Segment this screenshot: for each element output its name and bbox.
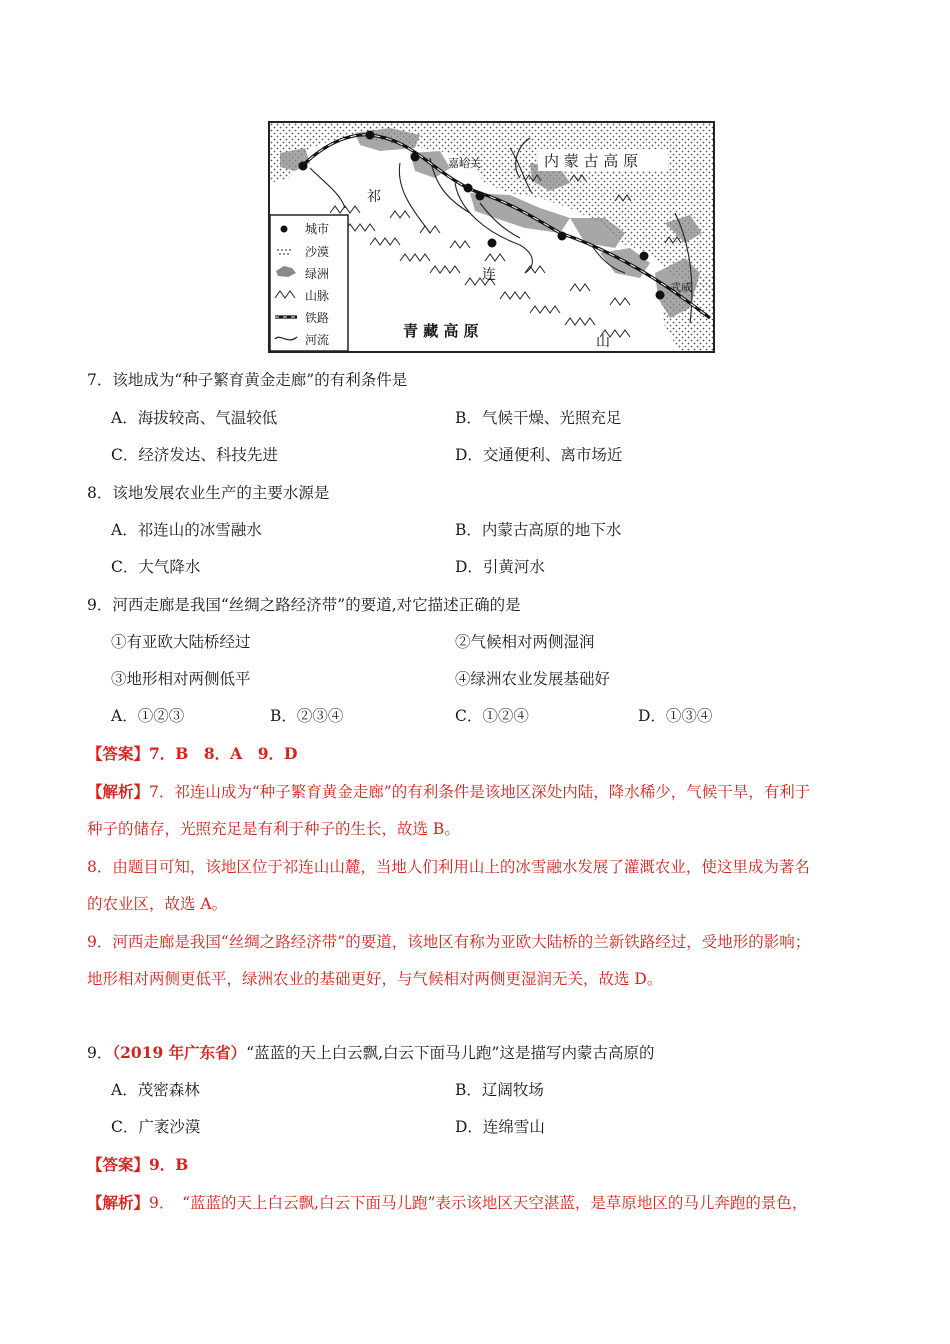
analysis-line-6: 地形相对两侧更低平，绿洲农业的基础更好，与气候相对两侧更湿润无关，故选 D。 xyxy=(87,970,663,988)
analysis-block-2 xyxy=(87,1193,807,1213)
label-tibet-plateau: 青 藏 高 原 xyxy=(403,322,479,340)
question-7-option-d: D．交通便利、离市场近 xyxy=(455,446,623,464)
question-7-option-a: A．海拔较高、气温较低 xyxy=(111,409,278,427)
legend-label-oasis: 绿洲 xyxy=(305,267,330,281)
question-8-option-a: A．祁连山的冰雪融水 xyxy=(111,521,262,539)
legend-label-desert: 沙漠 xyxy=(305,245,330,259)
question-7-option-c: C．经济发达、科技先进 xyxy=(111,446,278,464)
label-jiayuguan: 嘉峪关 xyxy=(448,157,481,170)
analysis-text: 7．祁连山成为“种子繁育黄金走廊”的有利条件是该地区深处内陆，降水稀少，气候干旱，有利于 xyxy=(149,783,811,801)
question-source: （2019 年广东省） xyxy=(112,1043,247,1062)
legend-label-city: 城市 xyxy=(305,222,330,236)
analysis-line-1 xyxy=(87,782,810,802)
analysis-line-3: 8．由题目可知，该地区位于祁连山山麓，当地人们利用山上的冰雪融水发展了灌溉农业，使这里成为著名 xyxy=(87,858,810,876)
map-legend xyxy=(270,215,348,351)
analysis-text: 9． “蓝蓝的天上白云飘,白云下面马儿跑”表示该地区天空湛蓝，是草原地区的马儿奔跑的景色， xyxy=(149,1194,808,1212)
answer-block-1 xyxy=(87,744,297,764)
question-9-option-d: D．①③④ xyxy=(638,707,713,725)
question-7-stem: 7．该地成为“种子繁育黄金走廊”的有利条件是 xyxy=(87,371,408,389)
question-text: “蓝蓝的天上白云飘,白云下面马儿跑”这是描写内蒙古高原的 xyxy=(246,1044,655,1062)
question-9-statement-2: ②气候相对两侧湿润 xyxy=(455,633,595,651)
label-shan: 山 xyxy=(596,334,610,350)
question-9-option-b: B．②③④ xyxy=(270,707,344,725)
legend-label-railway: 铁路 xyxy=(305,311,330,325)
label-mongolia-plateau: 内 蒙 古 高 原 xyxy=(544,152,639,170)
label-lian: 连 xyxy=(482,267,496,283)
legend-label-river: 河流 xyxy=(305,333,330,347)
label-qi: 祁 xyxy=(367,189,381,205)
question-8-stem: 8．该地发展农业生产的主要水源是 xyxy=(87,484,330,502)
question-9-statement-4: ④绿洲农业发展基础好 xyxy=(455,670,611,688)
city-dot-icon xyxy=(281,226,288,233)
label-wuwei: 武威 xyxy=(670,281,692,294)
question-9-option-c: C．①②④ xyxy=(455,707,529,725)
question-9-statement-3: ③地形相对两侧低平 xyxy=(111,670,251,688)
question-7-option-b: B．气候干燥、光照充足 xyxy=(455,409,622,427)
question-9-statement-1: ①有亚欧大陆桥经过 xyxy=(111,633,251,651)
answer-tag: 【答案】 xyxy=(87,744,150,763)
question-9b-option-b: B．辽阔牧场 xyxy=(455,1081,544,1099)
question-8-option-c: C．大气降水 xyxy=(111,558,201,576)
question-number: 9． xyxy=(87,1044,113,1062)
answer-text: 9．B xyxy=(149,1155,189,1174)
legend-label-mountain: 山脉 xyxy=(305,289,330,303)
analysis-line-5: 9．河西走廊是我国“丝绸之路经济带”的要道，该地区有称为亚欧大陆桥的兰新铁路经过，受地形的影响； xyxy=(87,933,811,951)
question-9b-option-c: C．广袤沙漠 xyxy=(111,1118,201,1136)
question-8-option-d: D．引黄河水 xyxy=(455,558,545,576)
question-8-option-b: B．内蒙古高原的地下水 xyxy=(455,521,622,539)
answer-block-2 xyxy=(87,1155,188,1175)
question-9b-stem xyxy=(87,1043,654,1063)
hexi-corridor-map xyxy=(268,121,715,353)
answer-tag: 【答案】 xyxy=(87,1155,150,1174)
question-9-option-a: A．①②③ xyxy=(111,707,185,725)
analysis-tag: 【解析】 xyxy=(87,1193,150,1212)
question-9b-option-d: D．连绵雪山 xyxy=(455,1118,545,1136)
question-9-stem: 9．河西走廊是我国“丝绸之路经济带”的要道,对它描述正确的是 xyxy=(87,596,521,614)
analysis-tag: 【解析】 xyxy=(87,782,150,801)
analysis-line-2: 种子的储存，光照充足是有利于种子的生长，故选 B。 xyxy=(87,820,460,838)
answer-text: 7．B 8．A 9．D xyxy=(149,744,298,763)
analysis-line-4: 的农业区，故选 A。 xyxy=(87,895,228,913)
question-9b-option-a: A．茂密森林 xyxy=(111,1081,200,1099)
